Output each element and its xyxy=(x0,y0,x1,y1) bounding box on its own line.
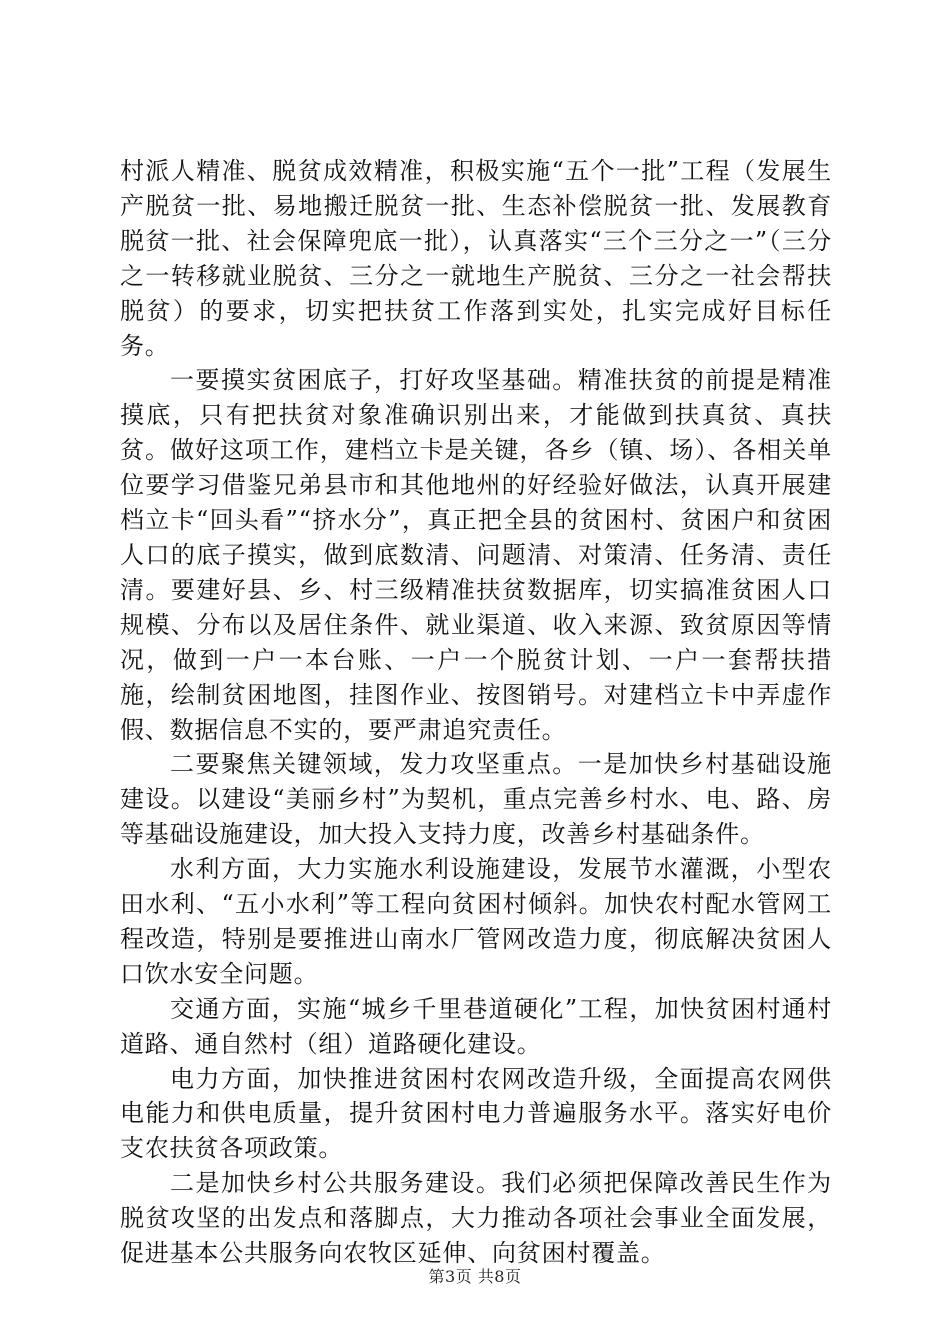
paragraph-water: 水利方面，大力实施水利设施建设，发展节水灌溉，小型农田水利、“五小水利”等工程向贫困村倾斜。加快农村配水管网工程改造，特别是要推进山南水厂管网改造力度，彻底解决贫困人口饮水安全问题。 xyxy=(120,855,832,988)
paragraph-continuation: 村派人精准、脱贫成效精准，积极实施“五个一批”工程（发展生产脱贫一批、易地搬迁脱贫一批、生态补偿脱贫一批、发展教育脱贫一批、社会保障兜底一批），认真落实“三个三分之一”（三分之一转移就业脱贫、三分之一就地生产脱贫、三分之一社会帮扶脱贫）的要求，切实把扶贫工作落到实处，扎实完成好目标任务。 xyxy=(120,157,832,360)
paragraph-public-services: 二是加快乡村公共服务建设。我们必须把保障改善民生作为脱贫攻坚的出发点和落脚点，大力推动各项社会事业全面发展，促进基本公共服务向农牧区延伸、向贫困村覆盖。 xyxy=(120,1169,832,1268)
page-number-footer: 第3页 共8页 xyxy=(428,1267,522,1286)
paragraph-key-areas: 二要聚焦关键领域，发力攻坚重点。一是加快乡村基础设施建设。以建设“美丽乡村”为契机，重点完善乡村水、电、路、房等基础设施建设，加大投入支持力度，改善乡村基础条件。 xyxy=(120,750,832,849)
paragraph-power: 电力方面，加快推进贫困村农网改造升级，全面提高农网供电能力和供电质量，提升贫困村电力普遍服务水平。落实好电价支农扶贫各项政策。 xyxy=(120,1064,832,1163)
paragraph-transport: 交通方面，实施“城乡千里巷道硬化”工程，加快贫困村通村道路、通自然村（组）道路硬化建设。 xyxy=(120,994,832,1058)
paragraph-census: 一要摸实贫困底子，打好攻坚基础。精准扶贫的前提是精准摸底，只有把扶贫对象准确识别出来，才能做到扶真贫、真扶贫。做好这项工作，建档立卡是关键，各乡（镇、场）、各相关单位要学习借鉴兄弟县市和其他地州的好经验好做法，认真开展建档立卡“回头看”“挤水分”，真正把全县的贫困村、贫困户和贫困人口的底子摸实，做到底数清、问题清、对策清、任务清、责任清。要建好县、乡、村三级精准扶贫数据库，切实搞准贫困人口规模、分布以及居住条件、就业渠道、收入来源、致贫原因等情况，做到一户一本台账、一户一个脱贫计划、一户一套帮扶措施，绘制贫困地图，挂图作业、按图销号。对建档立卡中弄虚作假、数据信息不实的，要严肃追究责任。 xyxy=(120,366,832,744)
document-body xyxy=(120,154,832,1271)
